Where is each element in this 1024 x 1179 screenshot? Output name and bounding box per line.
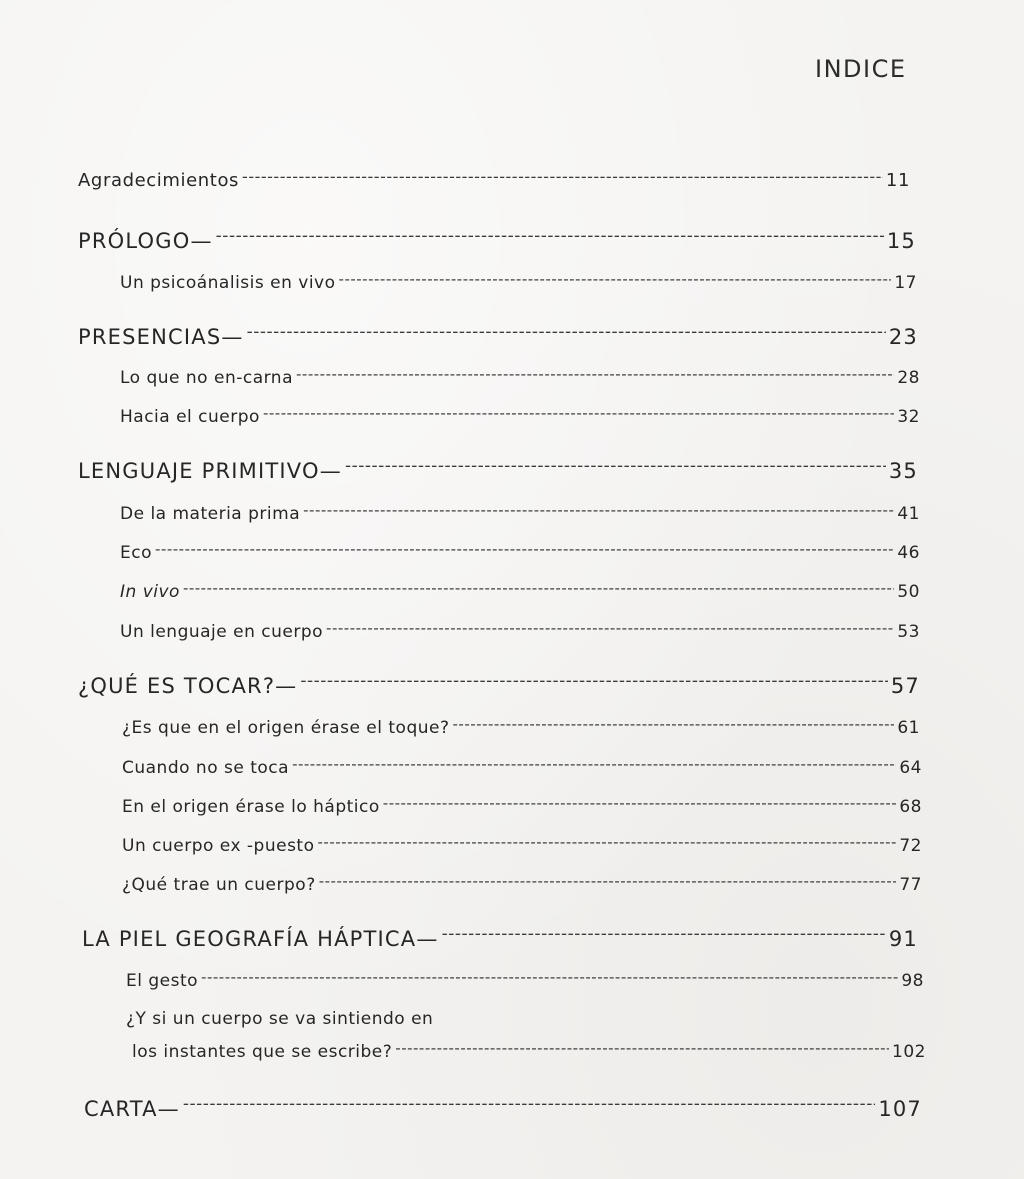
toc-entry	[78, 672, 920, 702]
toc-entry	[122, 795, 922, 825]
toc-entry-page: 77	[899, 875, 922, 895]
toc-entry	[82, 925, 918, 955]
toc-entry-page: 102	[892, 1042, 926, 1062]
toc-entry-page: 46	[897, 543, 920, 563]
toc-entry-page: 53	[897, 622, 920, 642]
dot-leader	[242, 168, 883, 186]
toc-entry-label: ¿Es que en el origen érase el toque?	[122, 718, 450, 738]
toc-entry-label: PRÓLOGO—	[78, 229, 213, 253]
dot-leader	[216, 227, 884, 248]
toc-entry	[132, 1040, 926, 1070]
toc-entry-page: 50	[897, 582, 920, 602]
dot-leader	[303, 502, 894, 519]
toc-entry-page: 35	[888, 459, 918, 483]
toc-entry-label: Lo que no en-carna	[120, 368, 293, 388]
dot-leader	[383, 795, 897, 812]
dot-leader	[326, 620, 894, 637]
toc-entry-page: 72	[899, 836, 922, 856]
dot-leader	[345, 457, 886, 478]
dot-leader	[395, 1040, 889, 1057]
toc-entry-label: ¿QUÉ ES TOCAR?—	[78, 674, 298, 698]
toc-entry	[78, 168, 910, 198]
dot-leader	[201, 969, 898, 986]
toc-entry-page: 61	[897, 718, 920, 738]
dot-leader	[453, 716, 895, 733]
toc-entry-label: PRESENCIAS—	[78, 325, 244, 349]
toc-entry-label: CARTA—	[84, 1097, 180, 1121]
toc-entry-page: 107	[878, 1097, 922, 1121]
toc-entry-page: 17	[894, 273, 917, 293]
toc-entry-label: los instantes que se escribe?	[132, 1042, 393, 1062]
dot-leader	[247, 323, 886, 344]
toc-entry-line1: ¿Y si un cuerpo se va sintiendo en	[126, 1009, 434, 1029]
toc-entry-label: ¿Qué trae un cuerpo?	[122, 875, 316, 895]
toc-entry	[122, 756, 922, 786]
toc-entry	[120, 271, 917, 301]
dot-leader	[155, 541, 894, 558]
toc-entry-page: 64	[899, 758, 922, 778]
toc-entry	[126, 969, 924, 999]
dot-leader	[183, 580, 894, 597]
toc-entry-page: 11	[885, 170, 910, 191]
toc-entry-page: 15	[886, 229, 916, 253]
toc-entry	[120, 502, 920, 532]
toc-entry	[122, 834, 922, 864]
toc-entry-label: Hacia el cuerpo	[120, 407, 260, 427]
toc-entry-page: 41	[897, 504, 920, 524]
toc-entry-page: 57	[890, 674, 920, 698]
toc-entry-label: De la materia prima	[120, 504, 301, 524]
dot-leader	[183, 1095, 875, 1116]
toc-entry	[120, 541, 920, 571]
toc-entry	[78, 323, 918, 353]
dot-leader	[442, 925, 886, 946]
toc-entry	[78, 457, 918, 487]
dot-leader	[300, 672, 887, 693]
toc-entry-label: Agradecimientos	[78, 170, 240, 191]
toc-entry	[120, 405, 920, 435]
toc-entry-label: Cuando no se toca	[122, 758, 290, 778]
dot-leader	[319, 873, 897, 890]
dot-leader	[263, 405, 894, 422]
toc-entry-label: LENGUAJE PRIMITIVO—	[78, 459, 342, 483]
toc-entry-page: 98	[901, 971, 924, 991]
toc-entry-label: Un cuerpo ex -puesto	[122, 836, 315, 856]
toc-entry-page: 32	[897, 407, 920, 427]
toc-entry-page: 68	[899, 797, 922, 817]
toc-entry	[120, 620, 920, 650]
toc-entry-label: El gesto	[126, 971, 199, 991]
toc-entry	[120, 580, 920, 610]
dot-leader	[292, 756, 896, 773]
dot-leader	[296, 366, 894, 383]
toc-entry-label: Un lenguaje en cuerpo	[120, 622, 324, 642]
toc-entry	[122, 716, 920, 746]
toc-entry-page: 23	[888, 325, 918, 349]
toc-entry-label: Eco	[120, 543, 152, 563]
dot-leader	[339, 271, 892, 288]
toc-entry-label: In vivo	[120, 582, 180, 602]
toc-entry-page: 91	[888, 927, 918, 951]
toc-entry-page: 28	[897, 368, 920, 388]
toc-entry-label: Un psicoánalisis en vivo	[120, 273, 336, 293]
toc-entry	[84, 1095, 922, 1125]
index-title: INDICE	[815, 55, 907, 83]
toc-entry	[122, 873, 922, 903]
toc-entry-label: LA PIEL GEOGRAFÍA HÁPTICA—	[82, 927, 439, 951]
toc-entry	[120, 366, 920, 396]
dot-leader	[318, 834, 897, 851]
toc-entry	[78, 227, 916, 257]
toc-entry-label: En el origen érase lo háptico	[122, 797, 380, 817]
